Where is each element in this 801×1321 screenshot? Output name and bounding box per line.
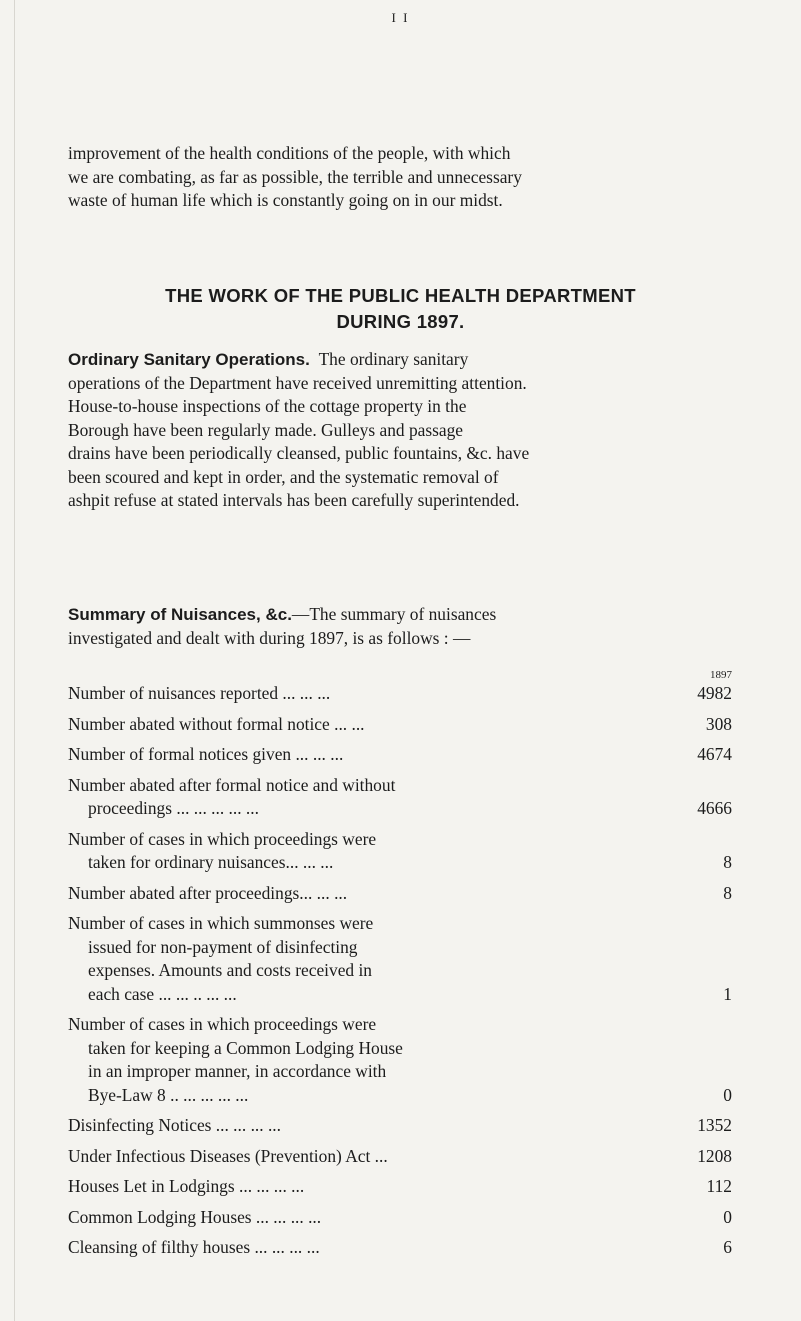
row-label-line: issued for non-payment of disinfecting <box>88 936 358 957</box>
table-row <box>68 1013 732 1107</box>
row-label <box>68 1013 658 1107</box>
table-row <box>68 828 732 875</box>
row-label-line: taken for ordinary nuisances... ... ... <box>88 852 334 872</box>
row-value: 4674 <box>697 744 732 764</box>
row-label-line: Number abated after formal notice and without <box>68 774 396 795</box>
row-value: 308 <box>705 713 732 734</box>
section-heading-line2: DURING 1897. <box>336 311 465 332</box>
row-label-line: in an improper manner, in accordance with <box>88 1061 387 1081</box>
row-label <box>68 1175 658 1199</box>
table-row <box>68 1114 732 1138</box>
row-label-line: Bye-Law 8 .. ... ... ... ... <box>88 1084 249 1105</box>
ordinary-line: operations of the Department have received unremitting attention. <box>68 372 527 393</box>
row-label-line: Houses Let in Lodgings ... ... ... ... <box>68 1176 305 1196</box>
page-number: I I <box>391 10 410 25</box>
intro-paragraph <box>68 142 732 213</box>
page-edge-divider <box>14 0 15 1321</box>
summary-lead: Summary of Nuisances, &c. <box>68 605 292 624</box>
row-label <box>68 912 658 1006</box>
row-label-line: Number of cases in which summonses were <box>68 913 374 933</box>
row-label-line: Number of cases in which proceedings were <box>68 1014 377 1034</box>
row-label-line: Number abated after proceedings... ... ... <box>68 882 348 903</box>
ordinary-line: drains have been periodically cleansed, public fountains, &c. have <box>68 443 530 463</box>
row-label <box>68 1114 658 1138</box>
table-row <box>68 1236 732 1260</box>
row-label <box>68 682 658 706</box>
row-label <box>68 882 658 906</box>
table-row <box>68 1145 732 1169</box>
table-row <box>68 1175 732 1199</box>
row-label-line: Common Lodging Houses ... ... ... ... <box>68 1206 322 1227</box>
row-value: 1352 <box>697 1115 732 1135</box>
summary-paragraph <box>68 603 732 650</box>
row-label <box>68 1236 658 1260</box>
year-column-header: 1897 <box>710 669 732 681</box>
section-heading <box>40 283 761 335</box>
row-label-line: expenses. Amounts and costs received in <box>88 960 372 980</box>
table-row <box>68 774 732 821</box>
row-label-line: Disinfecting Notices ... ... ... ... <box>68 1115 282 1135</box>
table-row <box>68 743 732 767</box>
ordinary-line <box>68 348 732 372</box>
row-value: 4666 <box>697 798 732 818</box>
summary-line <box>68 603 732 627</box>
row-label <box>68 1145 658 1169</box>
row-label <box>68 774 658 821</box>
row-value: 0 <box>723 1084 732 1105</box>
ordinary-line-text: The ordinary sanitary <box>318 349 469 369</box>
row-label <box>68 828 658 875</box>
row-label-line: Under Infectious Diseases (Prevention) Act ... <box>68 1145 388 1166</box>
table-row <box>68 912 732 1006</box>
intro-line: waste of human life which is constantly going on in our midst. <box>68 190 503 210</box>
row-value: 8 <box>723 852 732 872</box>
section-heading-line1: THE WORK OF THE PUBLIC HEALTH DEPARTMENT <box>165 285 636 306</box>
ordinary-line: House-to-house inspections of the cottage property in the <box>68 396 467 416</box>
table-row <box>68 682 732 706</box>
row-label <box>68 1206 658 1230</box>
summary-line: investigated and dealt with during 1897, is as follows : — <box>68 627 471 648</box>
summary-line-text: —The summary of nuisances <box>291 604 497 624</box>
row-label-line: proceedings ... ... ... ... ... <box>88 798 259 818</box>
intro-line: improvement of the health conditions of the people, with which <box>68 143 511 163</box>
row-label <box>68 713 658 737</box>
row-value: 4982 <box>697 683 732 703</box>
ordinary-line: ashpit refuse at stated intervals has been carefully superintended. <box>68 490 520 510</box>
ordinary-operations-paragraph <box>68 348 732 513</box>
table-row <box>68 713 732 737</box>
row-value: 6 <box>723 1237 732 1257</box>
row-label <box>68 743 658 767</box>
row-value: 112 <box>706 1176 732 1196</box>
row-label-line: Number of cases in which proceedings were <box>68 828 377 849</box>
row-label-line: Number of nuisances reported ... ... ... <box>68 683 331 703</box>
row-label-line: Number abated without formal notice ... ... <box>68 713 365 734</box>
row-label-line: Number of formal notices given ... ... ... <box>68 744 344 764</box>
row-value: 8 <box>723 882 732 903</box>
table-row <box>68 882 732 906</box>
row-value: 0 <box>723 1206 732 1227</box>
row-label-line: taken for keeping a Common Lodging House <box>88 1037 403 1058</box>
row-value: 1 <box>723 983 732 1004</box>
row-label-line: Cleansing of filthy houses ... ... ... ... <box>68 1237 320 1257</box>
row-label-line: each case ... ... .. ... ... <box>88 983 237 1004</box>
ordinary-lead: Ordinary Sanitary Operations. <box>68 350 310 369</box>
intro-line: we are combating, as far as possible, the terrible and unnecessary <box>68 166 522 187</box>
row-value: 1208 <box>697 1145 732 1166</box>
table-row <box>68 1206 732 1230</box>
ordinary-line: been scoured and kept in order, and the systematic removal of <box>68 466 499 487</box>
ordinary-line: Borough have been regularly made. Gulleys and passage <box>68 419 464 440</box>
